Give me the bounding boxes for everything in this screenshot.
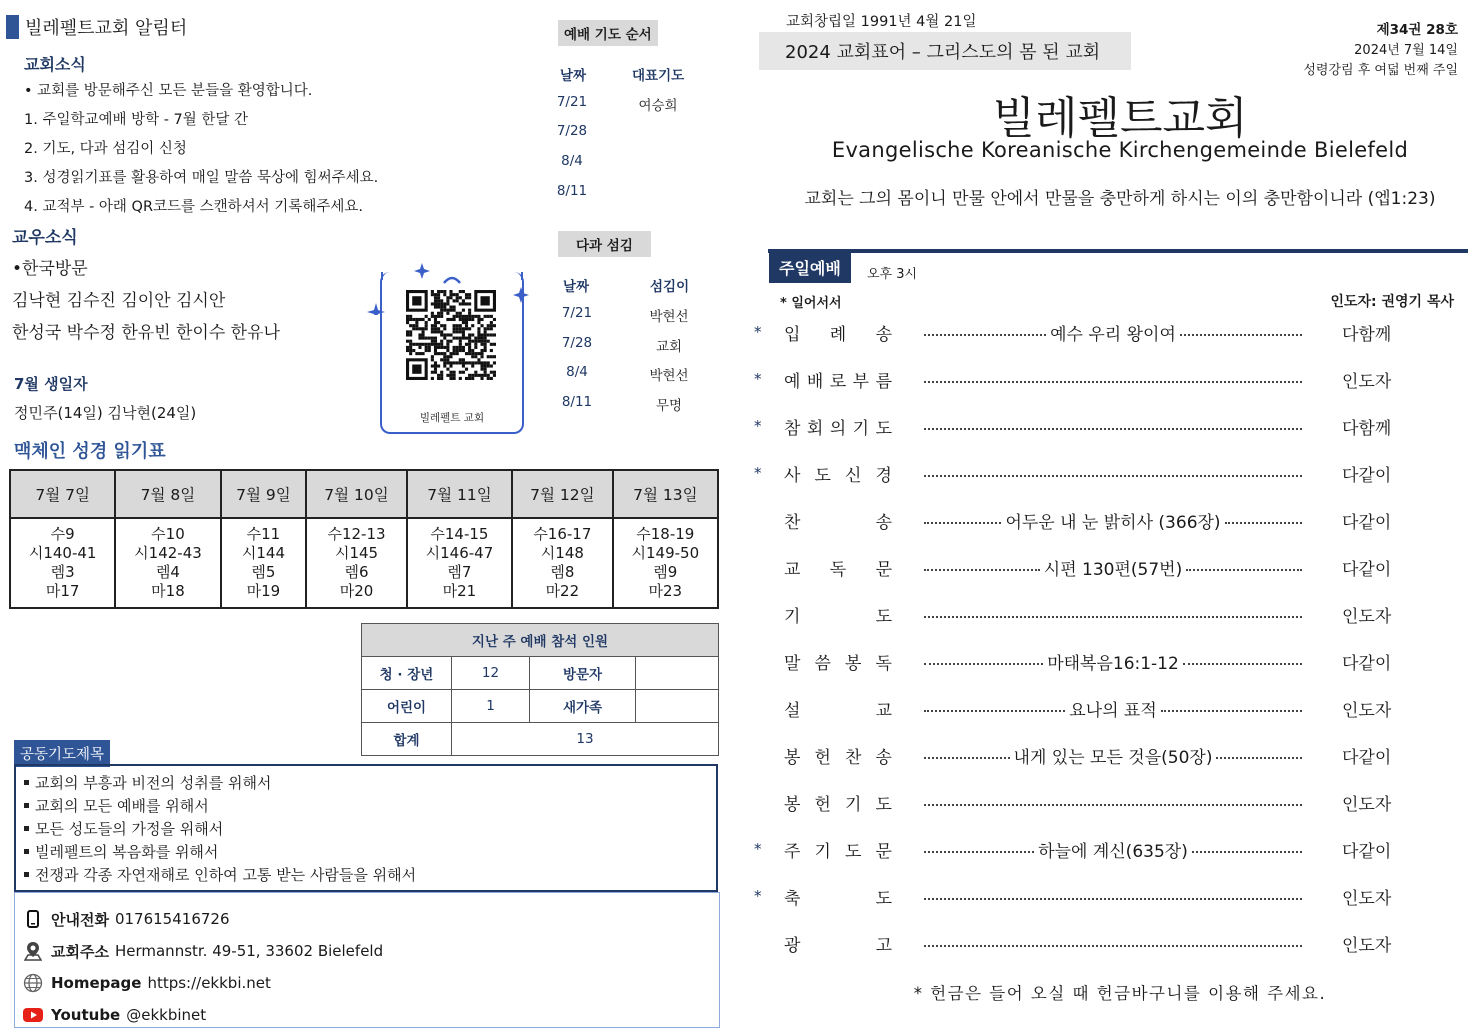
refreshment-name: 박현선 [649,309,689,325]
bible-plan-date: 7월 7일 [10,470,115,518]
reading: 수12-13 [327,525,386,543]
order-item-char: 기 [845,794,862,815]
church-name: 빌레펠트교회 [992,93,1248,144]
order-row [752,881,1472,911]
order-item-respondent: 인도자 [1342,888,1392,909]
attendance-newcomer-value [636,690,719,723]
order-item-respondent: 다같이 [1342,747,1392,768]
leader-dots [1161,710,1302,712]
reading: 시144 [241,544,285,562]
order-item-content [920,320,1306,345]
church-name-german: Evangelische Koreanische Kirchengemeinde Bielefeld [831,138,1409,162]
order-item-content [920,942,1306,944]
bulletin-board-title [6,14,187,40]
order-item-text: 내게 있는 모든 것을(50장) [1013,747,1213,768]
member-news-title: 교우소식 [12,228,78,248]
order-item-char: 문 [875,559,892,580]
attendance-table [361,623,719,756]
contact-box [14,892,720,1028]
bullet-square-icon [24,849,29,854]
member-news-line: •한국방문 [12,259,88,279]
bullet-square-icon [24,826,29,831]
reading: 시148 [540,544,584,562]
order-item-content [920,801,1306,803]
refreshment-col-server: 섬김이 [650,279,690,295]
order-item-name [784,649,892,674]
order-item-name [784,555,892,580]
order-item-char: 의 [829,418,847,439]
attendance-children-value: 1 [452,690,530,723]
bible-plan-cell [613,518,718,608]
birthday-text: 정민주(14일) 김낙현(24일) [14,404,197,422]
order-item-respondent: 다함께 [1342,418,1392,439]
prayer-order-date: 7/28 [556,123,588,139]
order-item-respondent: 다같이 [1342,465,1392,486]
contact-youtube-label: Youtube [51,1006,121,1024]
prayer-topics-box [14,764,718,892]
leader-dots [1180,334,1302,336]
qr-code[interactable] [406,290,496,380]
attendance-youth-label: 청 · 장년 [362,657,452,690]
reading: 마21 [442,582,477,600]
contact-phone-label: 안내전화 [51,910,109,929]
order-item-char: 사 [784,465,801,486]
leader-dots [924,804,1302,806]
order-row [752,317,1472,347]
member-news-list [12,254,280,350]
refreshment-name: 교회 [655,339,683,355]
order-item-text: 하늘에 계신(635장) [1038,841,1188,862]
prayer-topic-text: 모든 성도들의 가정을 위해서 [35,820,224,838]
order-item-char: 설 [784,700,801,721]
order-item-char: 례 [829,324,847,345]
order-item-name [784,414,892,439]
order-item-respondent: 다함께 [1342,324,1392,345]
service-leader: 인도자: 권영기 목사 [1330,294,1454,310]
order-row [752,693,1472,723]
reading: 수16-17 [533,525,592,543]
order-item-name [784,461,892,486]
bible-plan-cell [221,518,307,608]
order-item-char: 말 [784,653,801,674]
leader-dots [924,522,1001,524]
reading: 시142-43 [134,544,202,562]
leader-dots [1216,757,1302,759]
reading: 렘6 [344,563,369,581]
order-item-name [784,931,892,956]
leader-dots [924,428,1302,430]
order-item-content [920,378,1306,380]
order-item-respondent: 인도자 [1342,371,1392,392]
prayer-topic-text: 전쟁과 각종 자연재해로 인하여 고통 받는 사람들을 위해서 [35,866,417,884]
bible-plan-date: 7월 11일 [407,470,512,518]
order-item-respondent: 다같이 [1342,841,1392,862]
reading: 마22 [545,582,580,600]
refreshment-name: 박현선 [649,368,689,384]
attendance-total-value: 13 [452,723,719,756]
order-item-char: 찬 [784,512,801,533]
reading: 마23 [648,582,683,600]
order-item-text: 시편 130편(57번) [1043,559,1183,580]
order-item-char: 입 [784,324,801,345]
order-item-char: 도 [875,418,892,439]
founded-date: 교회창립일 1991년 4월 21일 [786,14,977,30]
leader-dots [1192,851,1302,853]
order-item-name [784,696,892,721]
leader-dots [924,851,1034,853]
order-item-char: 주 [784,841,801,862]
prayer-order-title: 예배 기도 순서 [558,20,658,46]
reading: 시149-50 [631,544,700,562]
order-item-char: 봉 [784,794,801,815]
liturgical-season: 성령강림 후 여덟 번째 주일 [1303,63,1458,78]
attendance-visitor-label: 방문자 [530,657,636,690]
order-item-char: 송 [875,324,892,345]
contact-address-value: Hermannstr. 49-51, 33602 Bielefeld [114,942,384,960]
reading: 렘4 [155,563,180,581]
contact-homepage-label: Homepage [51,974,142,992]
contact-homepage-row [23,967,719,999]
order-item-char: 배 [806,371,824,392]
order-item-name [784,884,892,909]
order-item-char: 기 [852,418,870,439]
order-item-content [920,508,1306,533]
member-news-line: 한성국 박수정 한유빈 한이수 한유나 [12,323,280,343]
youtube-icon [23,1005,43,1025]
bible-plan-date: 7월 12일 [512,470,613,518]
reading: 수18-19 [636,525,695,543]
reading: 시140-41 [28,544,97,562]
contact-phone-value[interactable]: 017615416726 [114,910,230,928]
reading: 마20 [339,582,374,600]
order-item-char: 송 [875,512,892,533]
order-item-char: 도 [875,794,892,815]
order-item-name [784,508,892,533]
reading: 수11 [246,525,281,543]
contact-youtube-row [23,999,719,1031]
church-news-list [24,79,378,224]
order-item-char: 헌 [814,747,831,768]
order-item-char: 고 [875,935,892,956]
order-item-char: 참 [784,418,801,439]
reading: 수14-15 [430,525,489,543]
stand-marker: * [754,417,762,435]
order-item-content [920,555,1306,580]
contact-address-label: 교회주소 [51,942,109,961]
bullet-square-icon [24,803,29,808]
reading: 마18 [151,582,185,600]
church-news-item: 4. 교적부 - 아래 QR코드를 스캔하셔서 기록해주세요. [24,199,363,215]
bible-plan-date: 7월 13일 [613,470,718,518]
prayer-order-name: 여승희 [638,98,678,114]
prayer-order-date: 8/11 [556,183,588,199]
order-row [752,740,1472,770]
issue-date: 2024년 7월 14일 [1354,43,1458,58]
church-news-item: 2. 기도, 다과 섬김이 신청 [24,141,187,157]
order-item-char: 독 [875,653,892,674]
map-pin-icon [23,941,43,961]
prayer-topic [22,864,716,887]
order-item-respondent: 인도자 [1342,700,1392,721]
order-row [752,928,1472,958]
church-news-item: 3. 성경읽기표를 활용하여 매일 말씀 묵상에 힘써주세요. [24,170,379,186]
order-item-char: 부 [852,371,870,392]
order-item-name [784,602,892,627]
bible-plan-cell [512,518,613,608]
bullet-square-icon [24,872,29,877]
leader-dots [1186,569,1302,571]
order-row [752,646,1472,676]
bible-plan-title: 맥체인 성경 읽기표 [14,441,166,462]
order-row [752,458,1472,488]
order-item-char: 름 [875,371,892,392]
order-item-char: 교 [784,559,801,580]
order-item-char: 문 [875,841,892,862]
order-item-char: 예 [784,371,801,392]
bible-plan-date: 7월 9일 [221,470,307,518]
leader-dots [1183,663,1302,665]
bible-plan-cell [306,518,407,608]
order-item-char: 도 [814,465,831,486]
attendance-youth-value: 12 [452,657,530,690]
order-item-content [920,895,1306,897]
reading: 렘7 [447,563,472,581]
order-row [752,364,1472,394]
stand-marker: * [754,840,762,858]
order-item-char: 찬 [845,747,862,768]
order-item-respondent: 다같이 [1342,512,1392,533]
order-item-content [920,613,1306,615]
leader-dots [1225,522,1302,524]
order-item-char: 기 [814,841,831,862]
bible-plan-table [9,469,719,609]
bible-plan-date: 7월 8일 [115,470,220,518]
bible-plan-reading-row [10,518,718,608]
prayer-topic-text: 교회의 모든 예배를 위해서 [35,797,209,815]
reading: 수9 [50,525,75,543]
prayer-order-date: 8/4 [561,153,583,169]
attendance-total-label: 합계 [362,723,452,756]
order-item-content [920,425,1306,427]
reading: 마19 [246,582,281,600]
order-item-char: 도 [845,841,862,862]
order-item-char: 독 [829,559,847,580]
order-item-respondent: 인도자 [1342,794,1392,815]
order-item-char: 도 [875,888,892,909]
reading: 렘8 [550,563,575,581]
refreshment-col-date: 날짜 [563,279,590,295]
order-row [752,552,1472,582]
order-item-content [920,743,1306,768]
globe-icon [23,973,43,993]
order-item-text: 마태복음16:1-12 [1047,653,1179,674]
order-item-name [784,743,892,768]
reading: 렘9 [653,563,678,581]
leader-dots [924,663,1043,665]
order-item-char: 신 [845,465,862,486]
prayer-topic [22,772,716,795]
order-row [752,599,1472,629]
order-item-char: 로 [829,371,847,392]
prayer-topic-text: 교회의 부흥과 비전의 성취를 위해서 [35,774,272,792]
order-item-respondent: 인도자 [1342,606,1392,627]
order-row [752,834,1472,864]
order-item-text: 예수 우리 왕이여 [1050,324,1176,345]
contact-youtube-link[interactable]: @ekkbinet [126,1006,207,1024]
refreshment-date: 8/11 [561,394,593,410]
prayer-order-col-date: 날짜 [560,68,587,84]
stand-marker: * [754,464,762,482]
bullet-square-icon [24,780,29,785]
leader-dots [924,616,1302,618]
leader-dots [924,475,1302,477]
bible-plan-cell [115,518,220,608]
stand-note: * 일어서서 [780,296,842,311]
refreshment-name: 무명 [655,398,683,414]
service-title: 주일예배 [769,252,851,283]
leader-dots [924,710,1065,712]
order-item-char: 광 [784,935,801,956]
order-item-char: 봉 [784,747,801,768]
qr-code-icon [406,290,496,380]
order-item-char: 경 [875,465,892,486]
prayer-order-col-leader: 대표기도 [632,68,685,84]
phone-icon [23,909,43,929]
issue-volume: 제34권 28호 [1376,22,1458,38]
attendance-newcomer-label: 새가족 [530,690,636,723]
theme-verse: 교회는 그의 몸이니 만물 안에서 만물을 충만하게 하시는 이의 충만함이니라 (엡1:23) [804,189,1436,209]
attendance-children-label: 어린이 [362,690,452,723]
refreshment-title: 다과 섬김 [558,231,651,257]
attendance-visitor-value [636,657,719,690]
order-item-name [784,837,892,862]
member-news-line: 김낙현 김수진 김이안 김시안 [12,291,226,311]
qr-label: 빌레펠트 교회 [419,412,485,424]
leader-dots [924,334,1046,336]
bulletin-board-title-text: 빌레펠트교회 알림터 [25,18,188,39]
contact-homepage-link[interactable]: https://ekkbi.net [147,974,271,992]
church-news-item: 1. 주일학교예배 방학 - 7월 한달 간 [24,112,249,128]
order-item-char: 기 [784,606,801,627]
order-item-char: 봉 [845,653,862,674]
order-item-char: 송 [875,747,892,768]
order-item-name [784,790,892,815]
reading: 렘3 [50,563,75,581]
reading: 시146-47 [425,544,494,562]
title-accent-bar [6,15,19,39]
service-divider [768,249,1468,253]
stand-marker: * [754,323,762,341]
order-item-name [784,367,892,392]
order-item-char: 씀 [814,653,831,674]
leader-dots [924,898,1302,900]
reading: 렘5 [251,563,276,581]
refreshment-date: 7/21 [561,305,593,321]
offering-note: * 헌금은 들어 오실 때 헌금바구니를 이용해 주세요. [913,984,1327,1003]
prayer-topics-title: 공동기도제목 [14,740,110,767]
order-item-content [920,472,1306,474]
bible-plan-date: 7월 10일 [306,470,407,518]
refreshment-date: 7/28 [561,335,593,351]
refreshment-date: 8/4 [566,364,588,380]
order-item-content [920,837,1306,862]
attendance-caption: 지난 주 예배 참석 인원 [362,624,719,657]
order-item-text: 요나의 표적 [1069,700,1157,721]
church-motto: 2024 교회표어 – 그리스도의 몸 된 교회 [759,32,1131,70]
contact-address-row [23,935,719,967]
service-time: 오후 3시 [867,267,918,282]
order-item-text: 어두운 내 눈 밝히사 (366장) [1005,512,1221,533]
order-row [752,505,1472,535]
bible-plan-cell [407,518,512,608]
bible-plan-cell [10,518,115,608]
order-row [752,411,1472,441]
order-item-char: 축 [784,888,801,909]
leader-dots [924,757,1010,759]
stand-marker: * [754,887,762,905]
reading: 수10 [151,525,185,543]
prayer-topic-text: 빌레펠트의 복음화를 위해서 [35,843,219,861]
leader-dots [924,569,1040,571]
order-item-content [920,696,1306,721]
order-item-respondent: 인도자 [1342,935,1392,956]
order-item-char: 헌 [814,794,831,815]
prayer-topic [22,818,716,841]
order-item-char: 회 [806,418,824,439]
prayer-topic [22,841,716,864]
leader-dots [924,945,1302,947]
contact-phone-row [23,903,719,935]
order-item-char: 교 [875,700,892,721]
leader-dots [924,381,1302,383]
order-item-respondent: 다같이 [1342,653,1392,674]
order-item-char: 도 [875,606,892,627]
prayer-order-date: 7/21 [556,94,588,110]
prayer-topic [22,795,716,818]
church-news-item: • 교회를 방문해주신 모든 분들을 환영합니다. [24,83,313,99]
order-item-respondent: 다같이 [1342,559,1392,580]
order-row [752,787,1472,817]
birthday-title: 7월 생일자 [14,375,88,393]
order-item-name [784,320,892,345]
bible-plan-header-row [10,470,718,518]
reading: 시145 [334,544,379,562]
stand-marker: * [754,370,762,388]
reading: 마17 [45,582,80,600]
church-news-title: 교회소식 [24,55,86,74]
order-item-content [920,649,1306,674]
